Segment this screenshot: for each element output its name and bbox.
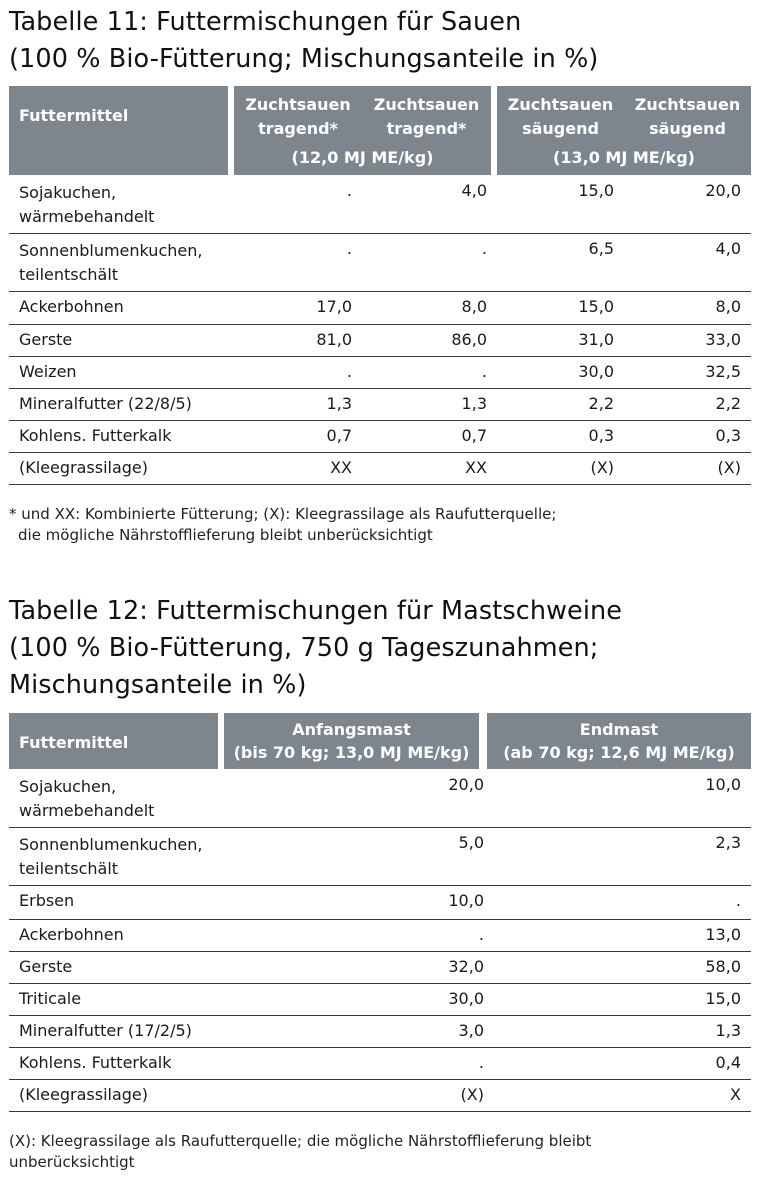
cell-value: . [362, 356, 497, 388]
cell-value: 10,0 [224, 885, 494, 919]
table12-header-anfangsmast [224, 713, 479, 769]
table11-header-group-tragend [234, 86, 491, 175]
row-label: Sojakuchen, wärmebehandelt [9, 176, 234, 233]
table12-header-futtermittel: Futtermittel [19, 733, 129, 752]
table-row [9, 356, 751, 388]
cell-value: 2,3 [494, 827, 751, 885]
cell-value: 8,0 [362, 291, 497, 324]
table11-header-col2-line1: Zuchtsauen [373, 95, 480, 114]
cell-value: 15,0 [494, 983, 751, 1015]
cell-value: 81,0 [234, 324, 362, 356]
table12-footnote-line2: unberücksichtigt [9, 1153, 135, 1171]
row-label: Mineralfutter (22/8/5) [9, 388, 234, 420]
cell-value: 8,0 [624, 291, 751, 324]
cell-value: 5,0 [224, 827, 494, 885]
cell-value: 58,0 [494, 951, 751, 983]
table11-header-group1-energy: (12,0 MJ ME/kg) [291, 148, 434, 167]
table-row [9, 388, 751, 420]
table11-header-col1-line2: tragend* [258, 119, 338, 138]
table-row [9, 1079, 751, 1111]
table-row [9, 1047, 751, 1079]
table11-footnote-line2: die mögliche Nährstofflieferung bleibt unberücksichtigt [18, 526, 433, 544]
table-row [9, 233, 751, 291]
cell-value: 13,0 [494, 919, 751, 951]
cell-value: (X) [224, 1079, 494, 1111]
cell-value: 33,0 [624, 324, 751, 356]
cell-value: XX [362, 452, 497, 484]
table11-header-col4-line1: Zuchtsauen [634, 95, 741, 114]
table12-title [9, 593, 622, 704]
table-row [9, 420, 751, 452]
table12-body [9, 770, 751, 1112]
table-row [9, 1015, 751, 1047]
table12-footnote [9, 1131, 591, 1173]
table11-header-group2-energy: (13,0 MJ ME/kg) [553, 148, 695, 167]
row-label: Gerste [9, 324, 234, 356]
cell-value: 30,0 [224, 983, 494, 1015]
table11-body [9, 176, 751, 485]
table12-header-col1-line1: Anfangsmast [292, 720, 411, 739]
table11-title [9, 4, 598, 78]
cell-value: . [234, 176, 362, 233]
row-label: Ackerbohnen [9, 919, 224, 951]
cell-value: (X) [497, 452, 624, 484]
table12-header-col2-line1: Endmast [579, 720, 659, 739]
table-row [9, 291, 751, 324]
cell-value: 31,0 [497, 324, 624, 356]
table11-header-col1-line1: Zuchtsauen [245, 95, 351, 114]
table11-header-group-saeugend [497, 86, 751, 175]
cell-value: 0,3 [624, 420, 751, 452]
table-row [9, 324, 751, 356]
table11-title-line1: Tabelle 11: Futtermischungen für Sauen [9, 7, 522, 37]
table12-header-label-cell [9, 713, 218, 769]
table11-header-col2-line2: tragend* [386, 119, 467, 138]
table12-title-line1: Tabelle 12: Futtermischungen für Mastschweine [9, 596, 623, 626]
cell-value: 32,5 [624, 356, 751, 388]
row-label: Kohlens. Futterkalk [9, 420, 234, 452]
cell-value: . [494, 885, 751, 919]
cell-value: . [234, 356, 362, 388]
table-row [9, 885, 751, 919]
row-label: (Kleegrassilage) [9, 1079, 224, 1111]
cell-value: . [224, 1047, 494, 1079]
table12-header-col1-line2: (bis 70 kg; 13,0 MJ ME/kg) [233, 743, 470, 762]
table11-header-col3-line1: Zuchtsauen [507, 95, 614, 114]
cell-value: 1,3 [494, 1015, 751, 1047]
table-row [9, 919, 751, 951]
row-label: Triticale [9, 983, 224, 1015]
cell-value: 0,3 [497, 420, 624, 452]
cell-value: 4,0 [624, 233, 751, 291]
cell-value: 20,0 [224, 770, 494, 827]
table12-title-line2: (100 % Bio-Fütterung, 750 g Tageszunahmen; [9, 633, 599, 663]
cell-value: X [494, 1079, 751, 1111]
row-label: (Kleegrassilage) [9, 452, 234, 484]
cell-value: 3,0 [224, 1015, 494, 1047]
cell-value: 10,0 [494, 770, 751, 827]
cell-value: 4,0 [362, 176, 497, 233]
cell-value: 30,0 [497, 356, 624, 388]
cell-value: 1,3 [362, 388, 497, 420]
cell-value: (X) [624, 452, 751, 484]
cell-value: 86,0 [362, 324, 497, 356]
cell-value: . [362, 233, 497, 291]
table12-header-endmast [487, 713, 751, 769]
cell-value: 1,3 [234, 388, 362, 420]
cell-value: 32,0 [224, 951, 494, 983]
table-row [9, 452, 751, 484]
cell-value: . [224, 919, 494, 951]
cell-value: 6,5 [497, 233, 624, 291]
row-label: Weizen [9, 356, 234, 388]
cell-value: 0,7 [362, 420, 497, 452]
table12-title-line3: Mischungsanteile in %) [9, 670, 307, 700]
table11-header-label-cell [9, 86, 228, 175]
table11-header-col4-line2: säugend [649, 119, 726, 138]
table12-header-col2-line2: (ab 70 kg; 12,6 MJ ME/kg) [503, 743, 735, 762]
table12-footnote-line1: (X): Kleegrassilage als Raufutterquelle; die mögliche Nährstofflieferung bleibt [9, 1132, 592, 1150]
row-label: Sojakuchen, wärmebehandelt [9, 770, 224, 827]
table-row [9, 983, 751, 1015]
table-row [9, 951, 751, 983]
table-row [9, 827, 751, 885]
cell-value: 0,7 [234, 420, 362, 452]
table11-title-line2: (100 % Bio-Fütterung; Mischungsanteile in %) [9, 44, 599, 74]
row-label: Kohlens. Futterkalk [9, 1047, 224, 1079]
row-label: Ackerbohnen [9, 291, 234, 324]
cell-value: 2,2 [497, 388, 624, 420]
row-label: Sonnenblumenkuchen, teilentschält [9, 827, 224, 885]
row-label: Mineralfutter (17/2/5) [9, 1015, 224, 1047]
row-label: Erbsen [9, 885, 224, 919]
table11-footnote [9, 504, 556, 546]
table11-header-col3-line2: säugend [522, 119, 599, 138]
cell-value: 20,0 [624, 176, 751, 233]
table11-footnote-line1: * und XX: Kombinierte Fütterung; (X): Kleegrassilage als Raufutterquelle; [9, 505, 557, 523]
cell-value: . [234, 233, 362, 291]
cell-value: 17,0 [234, 291, 362, 324]
table-row [9, 176, 751, 233]
row-label: Sonnenblumenkuchen, teilentschält [9, 233, 234, 291]
cell-value: 15,0 [497, 291, 624, 324]
cell-value: 2,2 [624, 388, 751, 420]
cell-value: 15,0 [497, 176, 624, 233]
row-label: Gerste [9, 951, 224, 983]
cell-value: 0,4 [494, 1047, 751, 1079]
table11-header-futtermittel: Futtermittel [19, 106, 129, 125]
cell-value: XX [234, 452, 362, 484]
table-row [9, 770, 751, 827]
